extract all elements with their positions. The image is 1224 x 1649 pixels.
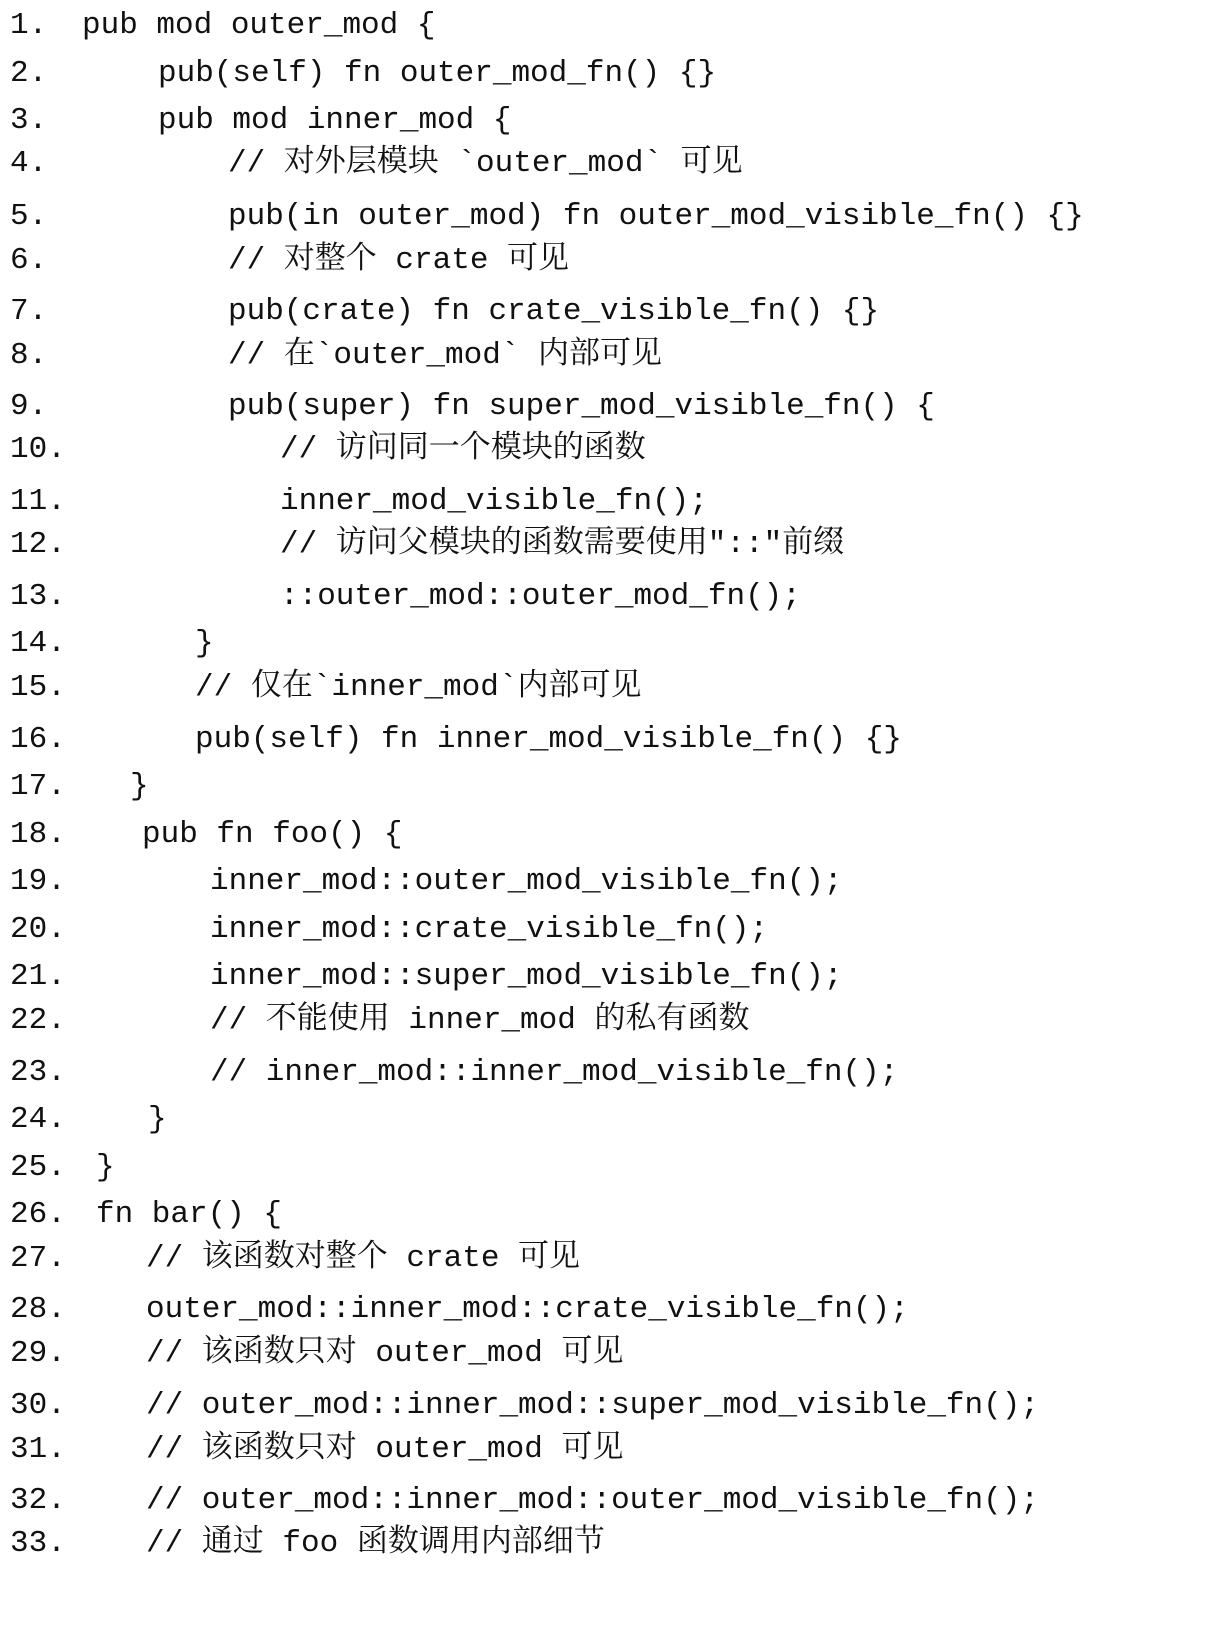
line-text: } xyxy=(148,1102,167,1137)
code-line xyxy=(0,1053,1224,1093)
line-number: 14. xyxy=(10,626,66,661)
line-text: pub(in outer_mod) fn outer_mod_visible_fn() {} xyxy=(228,199,1084,234)
code-line xyxy=(0,54,1224,94)
line-number: 33. xyxy=(10,1526,66,1561)
line-text: } xyxy=(96,1150,115,1185)
code-line xyxy=(0,1239,1224,1279)
line-text: fn bar() { xyxy=(96,1197,283,1232)
line-number: 25. xyxy=(10,1150,66,1185)
line-number: 1. xyxy=(10,8,48,43)
line-number: 13. xyxy=(10,579,66,614)
line-number: 10. xyxy=(10,432,66,467)
line-text: // 仅在`inner_mod`内部可见 xyxy=(195,670,642,705)
line-text: // outer_mod::inner_mod::outer_mod_visible_fn(); xyxy=(146,1483,1039,1518)
code-line xyxy=(0,910,1224,950)
line-number: 28. xyxy=(10,1292,66,1327)
line-number: 17. xyxy=(10,769,66,804)
code-line xyxy=(0,336,1224,376)
line-text: // inner_mod::inner_mod_visible_fn(); xyxy=(210,1055,899,1090)
line-number: 32. xyxy=(10,1483,66,1518)
line-number: 8. xyxy=(10,338,48,373)
line-text: // 对整个 crate 可见 xyxy=(228,243,570,278)
line-number: 19. xyxy=(10,864,66,899)
code-line xyxy=(0,957,1224,997)
code-line xyxy=(0,668,1224,708)
line-text: pub fn foo() { xyxy=(142,817,403,852)
line-number: 7. xyxy=(10,294,48,329)
code-line xyxy=(0,577,1224,617)
code-line xyxy=(0,387,1224,427)
line-number: 26. xyxy=(10,1197,66,1232)
code-line xyxy=(0,292,1224,332)
line-number: 2. xyxy=(10,56,48,91)
line-text: pub mod inner_mod { xyxy=(158,103,512,138)
line-number: 21. xyxy=(10,959,66,994)
code-line xyxy=(0,624,1224,664)
line-number: 6. xyxy=(10,243,48,278)
line-text: // 不能使用 inner_mod 的私有函数 xyxy=(210,1003,750,1038)
code-line xyxy=(0,1334,1224,1374)
line-text: inner_mod::super_mod_visible_fn(); xyxy=(210,959,843,994)
line-text: pub(self) fn outer_mod_fn() {} xyxy=(158,56,717,91)
line-number: 3. xyxy=(10,103,48,138)
code-line xyxy=(0,767,1224,807)
line-text: inner_mod_visible_fn(); xyxy=(280,484,708,519)
code-line xyxy=(0,1430,1224,1470)
code-line xyxy=(0,482,1224,522)
code-line xyxy=(0,720,1224,760)
line-text: // 该函数只对 outer_mod 可见 xyxy=(146,1432,624,1467)
code-line xyxy=(0,197,1224,237)
line-number: 31. xyxy=(10,1432,66,1467)
line-text: } xyxy=(130,769,149,804)
line-text: // outer_mod::inner_mod::super_mod_visible_fn(); xyxy=(146,1388,1039,1423)
code-line xyxy=(0,1524,1224,1564)
line-text: // 该函数只对 outer_mod 可见 xyxy=(146,1336,624,1371)
code-line xyxy=(0,6,1224,46)
line-text: // 该函数对整个 crate 可见 xyxy=(146,1241,581,1276)
code-line xyxy=(0,1100,1224,1140)
line-number: 16. xyxy=(10,722,66,757)
line-text: inner_mod::crate_visible_fn(); xyxy=(210,912,769,947)
line-number: 23. xyxy=(10,1055,66,1090)
line-number: 24. xyxy=(10,1102,66,1137)
code-line xyxy=(0,1290,1224,1330)
code-line xyxy=(0,144,1224,184)
line-number: 20. xyxy=(10,912,66,947)
line-number: 11. xyxy=(10,484,66,519)
code-line xyxy=(0,241,1224,281)
line-number: 22. xyxy=(10,1003,66,1038)
line-text: // 通过 foo 函数调用内部细节 xyxy=(146,1526,605,1561)
code-line xyxy=(0,1001,1224,1041)
line-text: pub(super) fn super_mod_visible_fn() { xyxy=(228,389,935,424)
line-number: 15. xyxy=(10,670,66,705)
line-number: 27. xyxy=(10,1241,66,1276)
line-number: 29. xyxy=(10,1336,66,1371)
line-text: // 在`outer_mod` 内部可见 xyxy=(228,338,663,373)
line-text: } xyxy=(195,626,214,661)
line-text: pub(crate) fn crate_visible_fn() {} xyxy=(228,294,880,329)
line-text: // 访问父模块的函数需要使用"::"前缀 xyxy=(280,527,845,562)
line-number: 12. xyxy=(10,527,66,562)
code-line xyxy=(0,1481,1224,1521)
code-line xyxy=(0,815,1224,855)
line-text: inner_mod::outer_mod_visible_fn(); xyxy=(210,864,843,899)
line-text: // 对外层模块 `outer_mod` 可见 xyxy=(228,146,743,181)
line-text: ::outer_mod::outer_mod_fn(); xyxy=(280,579,801,614)
code-line xyxy=(0,862,1224,902)
line-text: pub mod outer_mod { xyxy=(82,8,436,43)
line-number: 5. xyxy=(10,199,48,234)
line-text: outer_mod::inner_mod::crate_visible_fn(); xyxy=(146,1292,909,1327)
line-number: 9. xyxy=(10,389,48,424)
code-line xyxy=(0,1148,1224,1188)
code-line xyxy=(0,1195,1224,1235)
code-line xyxy=(0,1386,1224,1426)
line-number: 4. xyxy=(10,146,48,181)
code-line xyxy=(0,101,1224,141)
line-number: 30. xyxy=(10,1388,66,1423)
code-line xyxy=(0,525,1224,565)
line-text: pub(self) fn inner_mod_visible_fn() {} xyxy=(195,722,902,757)
code-line xyxy=(0,430,1224,470)
line-number: 18. xyxy=(10,817,66,852)
line-text: // 访问同一个模块的函数 xyxy=(280,432,646,467)
